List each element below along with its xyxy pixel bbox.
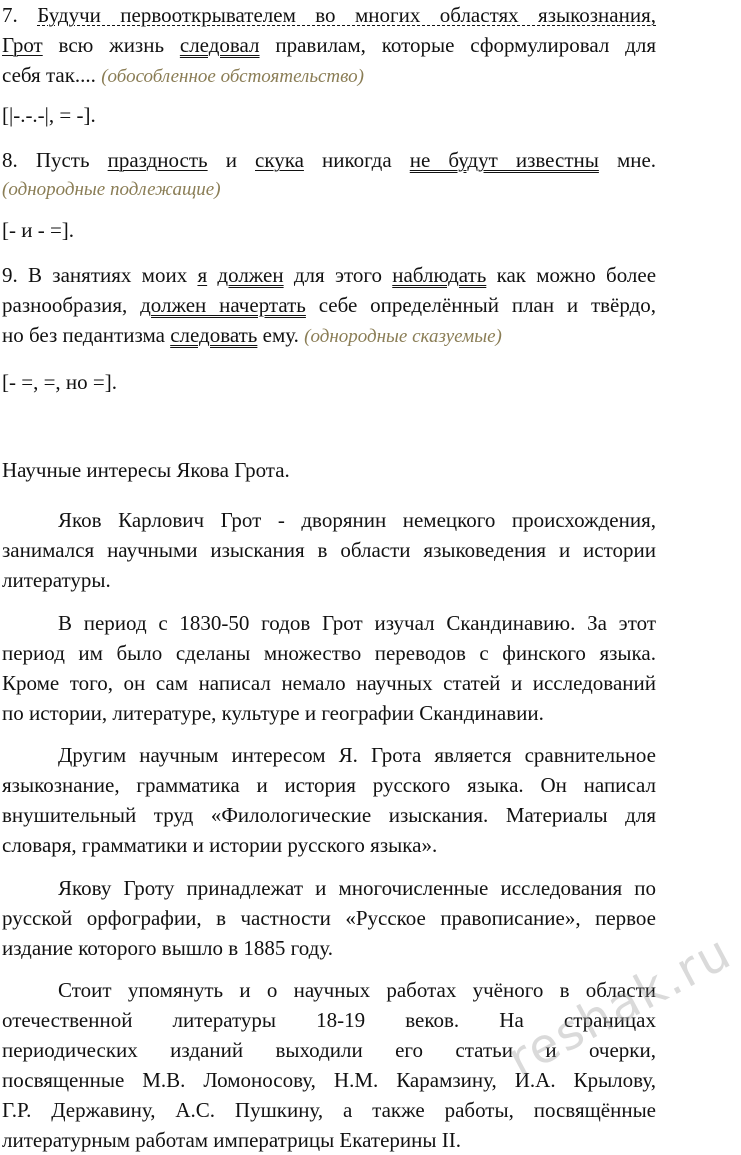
essay-p1-text: Яков Карлович Грот - дворянин немецкого происхождения,	[58, 508, 656, 532]
item7-note: (обособленное обстоятельство)	[101, 66, 364, 87]
item9-text-g: ему.	[257, 323, 299, 347]
item7-comma: ,	[650, 3, 657, 27]
essay-p5-line	[2, 975, 656, 1005]
item9-line2	[2, 290, 656, 320]
item9-text-c: как можно более	[486, 263, 657, 287]
essay-p3-text: внушительный труд «Филологические изыскания. Материалы для	[2, 803, 656, 827]
item8-subject-1: праздность	[107, 148, 208, 172]
essay-p2-text: период им было сделаны множество переводов с финского языка.	[2, 641, 656, 665]
essay-p4-line	[2, 933, 656, 963]
watermark-logo: reshak.ru	[498, 923, 741, 1088]
essay-p3-line	[2, 830, 656, 860]
item8-predicate: не будут известны	[409, 148, 599, 172]
item9-scheme-text: [- =, =, но =].	[2, 370, 117, 394]
item9-text-a: В занятиях моих	[28, 263, 198, 287]
essay-p2-text: В период с 1830-50 годов Грот изучал Скандинавию. За этот	[58, 611, 656, 635]
item9-note: (однородные сказуемые)	[304, 326, 502, 347]
essay-p2-line	[2, 668, 656, 698]
essay-p1-line	[2, 565, 656, 595]
item9-predicate-1: должен	[217, 263, 284, 287]
item9-number: 9.	[2, 263, 18, 287]
essay-p3-line	[2, 800, 656, 830]
item8-line1	[2, 145, 656, 175]
item7-scheme-text: [|-.-.-|, = -].	[2, 103, 96, 127]
item9-line1	[2, 260, 656, 290]
item9-predicate-3: должен начертать	[140, 293, 306, 317]
essay-p1-line	[2, 505, 656, 535]
item8-scheme	[2, 215, 656, 245]
item7-text-b: правилам, которые сформулировал для	[259, 33, 656, 57]
essay-p5-text: отечественной литературы 18-19 веков. На страницах	[2, 1008, 656, 1032]
item9-line3	[2, 320, 656, 350]
item9-predicate-4: следовать	[170, 323, 258, 347]
item7-subject: Грот	[2, 33, 43, 57]
essay-p5-line	[2, 1125, 656, 1155]
item8-word: Пусть	[35, 148, 90, 172]
item8-subject-2: скука	[255, 148, 304, 172]
essay-p4-line	[2, 903, 656, 933]
essay-p1-text: занимался научными изыскания в области языковедения и истории	[2, 538, 656, 562]
item8-note: (однородные подлежащие)	[2, 179, 221, 200]
essay-p1-text: литературы.	[2, 568, 111, 592]
essay-title	[2, 455, 656, 485]
item7-text-c: себя так....	[2, 63, 96, 87]
item9-text-d: разнообразия,	[2, 293, 141, 317]
essay-p3-line	[2, 740, 656, 770]
item9-text-b: для этого	[283, 263, 393, 287]
item8-line2	[2, 173, 656, 203]
item9-scheme	[2, 367, 656, 397]
essay-p5-text: посвященные М.В. Ломоносову, Н.М. Карамзину, И.А. Крылову,	[2, 1068, 656, 1092]
essay-p5-text: периодических изданий выходили его статьи и очерки,	[2, 1038, 656, 1062]
item9-subject: я	[197, 263, 208, 287]
essay-p4-line	[2, 873, 656, 903]
essay-p4-text: издание которого вышло в 1885 году.	[2, 936, 333, 960]
essay-p2-line	[2, 608, 656, 638]
essay-p3-text: языкознание, грамматика и история русского языка. Он написал	[2, 773, 656, 797]
essay-p4-text: русской орфографии, в частности «Русское правописание», первое	[2, 906, 656, 930]
item9-text-e: себе определённый план и твёрдо,	[305, 293, 657, 317]
essay-p5-text: Стоит упомянуть и о научных работах учёного в области	[58, 978, 656, 1002]
item7-participial-phrase: Будучи первооткрывателем во многих областях языкознания	[37, 3, 651, 27]
item8-word-2: никогда	[322, 148, 392, 172]
item7-line1	[2, 0, 656, 30]
item7-text-a: всю жизнь	[42, 33, 180, 57]
essay-p2-text: Кроме того, он сам написал немало научных статей и исследований	[2, 671, 656, 695]
essay-p3-text: Другим научным интересом Я. Грота является сравнительное	[58, 743, 656, 767]
item8-scheme-text: [- и - =].	[2, 218, 75, 242]
essay-title-text: Научные интересы Якова Грота.	[2, 458, 290, 482]
item8-conj: и	[225, 148, 237, 172]
essay-p4-text: Якову Гроту принадлежат и многочисленные исследования по	[58, 876, 656, 900]
essay-p2-text: по истории, литературе, культуре и географии Скандинавии.	[2, 701, 544, 725]
item7-line2	[2, 30, 656, 60]
essay-p2-line	[2, 698, 656, 728]
item7-scheme	[2, 100, 656, 130]
item9-text-f: но без педантизма	[2, 323, 171, 347]
essay-p2-line	[2, 638, 656, 668]
essay-p5-text: литературным работам императрицы Екатерины II.	[2, 1128, 461, 1152]
essay-p5-line	[2, 1095, 656, 1125]
item7-predicate: следовал	[179, 33, 260, 57]
item8-number: 8.	[2, 148, 18, 172]
essay-p3-text: словаря, грамматики и истории русского языка».	[2, 833, 438, 857]
item9-predicate-2: наблюдать	[392, 263, 487, 287]
essay-p1-line	[2, 535, 656, 565]
item7-number: 7.	[2, 3, 18, 27]
essay-p3-line	[2, 770, 656, 800]
item7-line3	[2, 60, 656, 90]
item8-word-3: мне.	[616, 148, 657, 172]
essay-p5-text: Г.Р. Державину, А.С. Пушкину, а также работы, посвящённые	[2, 1098, 656, 1122]
